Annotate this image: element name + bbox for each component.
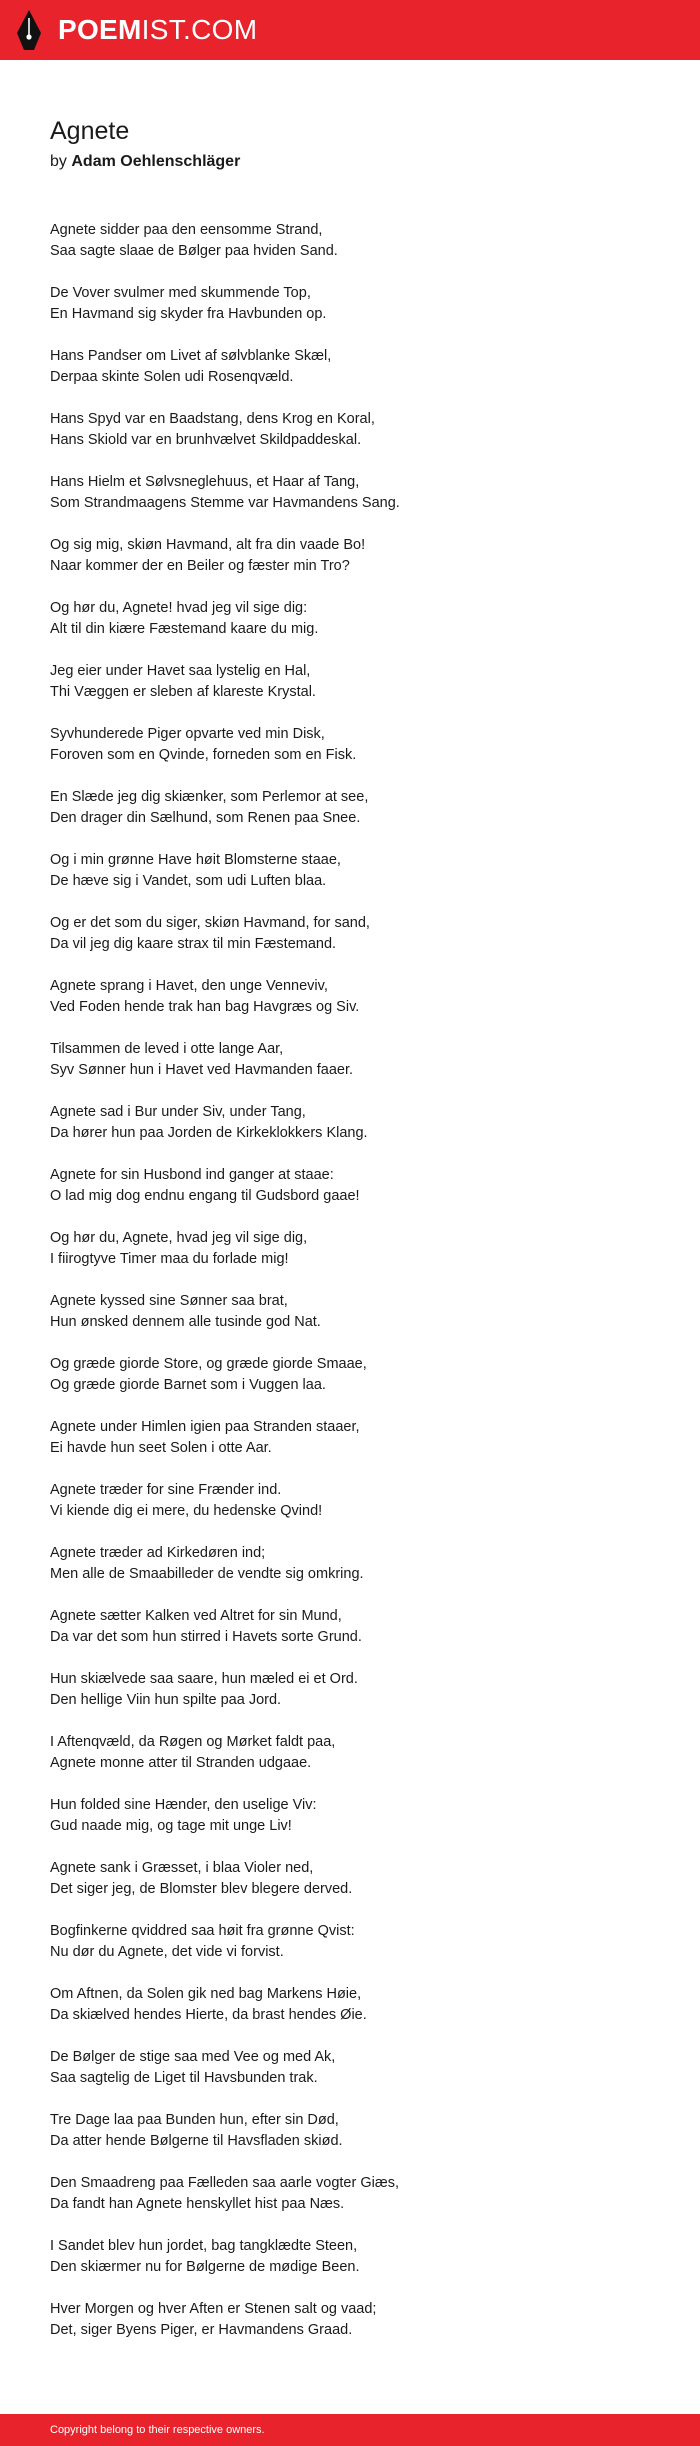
stanza (50, 1102, 650, 1144)
poem-line: Agnete træder ad Kirkedøren ind; (50, 1545, 266, 1561)
stanza (50, 850, 650, 892)
poem-line: Hans Skiold var en brunhvælvet Skildpaddeskal. (50, 432, 362, 448)
stanza (50, 535, 650, 577)
poem-line: Som Strandmaagens Stemme var Havmandens Sang. (50, 495, 400, 511)
copyright-text: Copyright belong to their respective owners. (50, 2424, 265, 2436)
stanza (50, 661, 650, 703)
logo-bold-text: POEM (58, 14, 142, 45)
poem-line: Da skiælved hendes Hierte, da brast hendes Øie. (50, 2007, 367, 2023)
stanza (50, 1228, 650, 1270)
poem-line: Og er det som du siger, skiøn Havmand, for sand, (50, 915, 370, 931)
poem-line: De Vover svulmer med skummende Top, (50, 285, 311, 301)
poem-line: Syv Sønner hun i Havet ved Havmanden faaer. (50, 1062, 354, 1078)
stanza (50, 283, 650, 325)
stanza (50, 1984, 650, 2026)
poem-line: Hun ønsked dennem alle tusinde god Nat. (50, 1314, 321, 1330)
poem-line: Gud naade mig, og tage mit unge Liv! (50, 1818, 292, 1834)
poem-line: Den hellige Viin hun spilte paa Jord. (50, 1692, 282, 1708)
stanza (50, 220, 650, 262)
stanza (50, 1039, 650, 1081)
poem-line: Vi kiende dig ei mere, du hedenske Qvind! (50, 1503, 323, 1519)
poem-line: Agnete sank i Græsset, i blaa Violer ned, (50, 1860, 314, 1876)
stanza (50, 2110, 650, 2152)
stanza (50, 1417, 650, 1459)
poem-line: O lad mig dog endnu engang til Gudsbord gaae! (50, 1188, 360, 1204)
site-logo-link[interactable] (16, 8, 257, 52)
poem-line: Agnete kyssed sine Sønner saa brat, (50, 1293, 288, 1309)
poem-line: Alt til din kiære Fæstemand kaare du mig. (50, 621, 319, 637)
poem-line: Ved Foden hende trak han bag Havgræs og Siv. (50, 999, 360, 1015)
poem-line: Agnete monne atter til Stranden udgaae. (50, 1755, 312, 1771)
poem-line: Saa sagtelig de Liget til Havsbunden trak. (50, 2070, 318, 2086)
poem-line: Og hør du, Agnete, hvad jeg vil sige dig, (50, 1230, 308, 1246)
poem-content (50, 112, 650, 2362)
poem-line: Da atter hende Bølgerne til Havsfladen skiød. (50, 2133, 343, 2149)
stanza (50, 2299, 650, 2341)
stanza (50, 1165, 650, 1207)
site-footer (0, 2414, 700, 2446)
stanza (50, 724, 650, 766)
stanza (50, 1795, 650, 1837)
stanza (50, 1858, 650, 1900)
poem-line: Foroven som en Qvinde, forneden som en Fisk. (50, 747, 357, 763)
poem-line: De Bølger de stige saa med Vee og med Ak, (50, 2049, 336, 2065)
stanza (50, 913, 650, 955)
poem-line: Og græde giorde Barnet som i Vuggen laa. (50, 1377, 326, 1393)
poem-body (50, 220, 650, 2341)
poem-line: Og hør du, Agnete! hvad jeg vil sige dig: (50, 600, 308, 616)
poem-line: Hun skiælvede saa saare, hun mæled ei et Ord. (50, 1671, 358, 1687)
poem-line: En Slæde jeg dig skiænker, som Perlemor at see, (50, 789, 369, 805)
poem-line: Da fandt han Agnete henskyllet hist paa Næs. (50, 2196, 345, 2212)
poem-line: Den skiærmer nu for Bølgerne de mødige Been. (50, 2259, 360, 2275)
poem-line: Agnete sætter Kalken ved Altret for sin Mund, (50, 1608, 342, 1624)
stanza (50, 787, 650, 829)
stanza (50, 1669, 650, 1711)
poem-line: Agnete sprang i Havet, den unge Venneviv, (50, 978, 328, 994)
poem-line: Da vil jeg dig kaare strax til min Fæstemand. (50, 936, 337, 952)
stanza (50, 409, 650, 451)
stanza (50, 346, 650, 388)
poem-line: Den Smaadreng paa Fælleden saa aarle vogter Giæs, (50, 2175, 399, 2191)
poem-line: Hver Morgen og hver Aften er Stenen salt og vaad; (50, 2301, 377, 2317)
poem-line: Og sig mig, skiøn Havmand, alt fra din vaade Bo! (50, 537, 366, 553)
poem-line: Og i min grønne Have høit Blomsterne staae, (50, 852, 341, 868)
poem-line: Om Aftnen, da Solen gik ned bag Markens Høie, (50, 1986, 362, 2002)
poem-line: Agnete sidder paa den eensomme Strand, (50, 222, 323, 238)
poem-title: Agnete (50, 117, 130, 145)
poem-line: Agnete under Himlen igien paa Stranden staaer, (50, 1419, 360, 1435)
stanza (50, 2173, 650, 2215)
stanza (50, 1606, 650, 1648)
byline (50, 150, 650, 174)
stanza (50, 1921, 650, 1963)
poem-line: I fiirogtyve Timer maa du forlade mig! (50, 1251, 289, 1267)
poem-line: En Havmand sig skyder fra Havbunden op. (50, 306, 327, 322)
stanza (50, 472, 650, 514)
poem-line: De hæve sig i Vandet, som udi Luften blaa. (50, 873, 327, 889)
author-link[interactable]: Adam Oehlenschläger (71, 153, 241, 170)
poem-line: Nu dør du Agnete, det vide vi forvist. (50, 1944, 284, 1960)
poem-line: Hans Hielm et Sølvsneglehuus, et Haar af Tang, (50, 474, 360, 490)
poem-line: Agnete sad i Bur under Siv, under Tang, (50, 1104, 306, 1120)
poem-line: Hun folded sine Hænder, den uselige Viv: (50, 1797, 317, 1813)
poem-line: Det, siger Byens Piger, er Havmandens Graad. (50, 2322, 353, 2338)
stanza (50, 1480, 650, 1522)
stanza (50, 2047, 650, 2089)
poem-line: Saa sagte slaae de Bølger paa hviden Sand. (50, 243, 338, 259)
poem-line: Jeg eier under Havet saa lystelig en Hal, (50, 663, 311, 679)
poem-line: Derpaa skinte Solen udi Rosenqvæld. (50, 369, 294, 385)
poem-line: Naar kommer der en Beiler og fæster min Tro? (50, 558, 350, 574)
poem-line: Tre Dage laa paa Bunden hun, efter sin Død, (50, 2112, 339, 2128)
poem-line: Og græde giorde Store, og græde giorde Smaae, (50, 1356, 367, 1372)
poem-line: Syvhunderede Piger opvarte ved min Disk, (50, 726, 325, 742)
by-label: by (50, 153, 67, 170)
poem-line: I Sandet blev hun jordet, bag tangklædte Steen, (50, 2238, 358, 2254)
poem-line: Men alle de Smaabilleder de vendte sig omkring. (50, 1566, 364, 1582)
logo-light-text: IST.COM (141, 14, 258, 45)
stanza (50, 1354, 650, 1396)
pen-nib-icon (16, 9, 42, 51)
poem-line: Tilsammen de leved i otte lange Aar, (50, 1041, 284, 1057)
poem-line: Hans Spyd var en Baadstang, dens Krog en Koral, (50, 411, 375, 427)
poem-line: Bogfinkerne qviddred saa høit fra grønne Qvist: (50, 1923, 355, 1939)
poem-line: Hans Pandser om Livet af sølvblanke Skæl, (50, 348, 332, 364)
poem-line: Thi Væggen er sleben af klareste Krystal. (50, 684, 316, 700)
stanza (50, 1543, 650, 1585)
poem-line: Agnete for sin Husbond ind ganger at staae: (50, 1167, 334, 1183)
stanza (50, 1732, 650, 1774)
poem-line: Da hører hun paa Jorden de Kirkeklokkers Klang. (50, 1125, 368, 1141)
site-header (0, 0, 700, 60)
poem-line: Det siger jeg, de Blomster blev blegere derved. (50, 1881, 353, 1897)
stanza (50, 976, 650, 1018)
stanza (50, 2236, 650, 2278)
poem-line: Ei havde hun seet Solen i otte Aar. (50, 1440, 272, 1456)
poem-line: Den drager din Sælhund, som Renen paa Snee. (50, 810, 361, 826)
poem-line: I Aftenqvæld, da Røgen og Mørket faldt paa, (50, 1734, 336, 1750)
poem-line: Agnete træder for sine Frænder ind. (50, 1482, 282, 1498)
poem-line: Da var det som hun stirred i Havets sorte Grund. (50, 1629, 362, 1645)
stanza (50, 598, 650, 640)
stanza (50, 1291, 650, 1333)
logo-wordmark (58, 8, 257, 52)
